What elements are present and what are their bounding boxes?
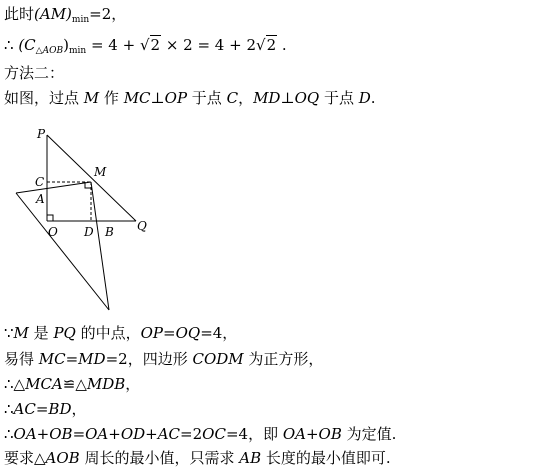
t-b: 作 — [99, 89, 124, 107]
label-a: A — [36, 192, 45, 206]
t-md: MD — [253, 89, 281, 107]
sqrt-value: 2 — [150, 36, 161, 54]
line-minimum-am — [4, 4, 126, 30]
p1-m: M — [13, 324, 29, 342]
c-sub-min: min — [68, 46, 87, 56]
expr-am: (AM) — [34, 5, 72, 23]
p2-b: =2，四边形 — [105, 350, 193, 368]
p6-aob: AOB — [45, 449, 80, 467]
eq-part-b: × 2 = 4 + 2 — [161, 36, 256, 54]
p1-eq: OP=OQ — [140, 324, 201, 342]
method-two-heading: 方法二： — [4, 64, 65, 82]
t-c-text: 于点 — [187, 89, 227, 107]
p1-pq: PQ — [53, 324, 76, 342]
sub-triangle: △ — [35, 46, 43, 56]
label-p: P — [37, 127, 46, 141]
label-b: B — [105, 225, 114, 239]
text-suffix: =2， — [89, 5, 127, 23]
text-prefix: 此时 — [4, 5, 35, 23]
geometry-figure — [10, 120, 170, 325]
p1-val: =4， — [200, 324, 238, 342]
t-point-c: C — [226, 89, 239, 107]
p3-t1: MCA — [25, 375, 63, 393]
perp-symbol-1: ⊥ — [150, 89, 165, 107]
p5-eq2: =2 — [180, 425, 203, 443]
therefore-symbol: ∴ — [4, 36, 14, 54]
proof-line-3 — [4, 374, 140, 394]
sub-aob: AOB — [42, 46, 64, 56]
t-mc: MC — [123, 89, 151, 107]
line-through-m-a — [16, 182, 91, 193]
sqrt-symbol: √ — [139, 36, 150, 54]
t-period: . — [370, 89, 376, 107]
p5-end: 为定值. — [341, 425, 397, 443]
p1-mid: 的中点， — [75, 324, 141, 342]
expr-sub-min: min — [71, 15, 90, 25]
t-point-d: D — [358, 89, 371, 107]
c-subscript — [36, 46, 63, 56]
c-close: ) — [63, 36, 69, 54]
p3-therefore: ∴△ — [4, 375, 26, 393]
sqrt-value-b: 2 — [266, 36, 277, 54]
t-a: 如图，过点 — [4, 89, 84, 107]
period: . — [277, 36, 287, 54]
p1-is: 是 — [28, 324, 54, 342]
p2-c: 为正方形， — [243, 350, 324, 368]
p2-a: 易得 — [4, 350, 39, 368]
p5-eq1: OA+OB=OA+OD+AC — [13, 425, 181, 443]
label-o: O — [48, 225, 58, 239]
c-open: (C — [18, 36, 36, 54]
because-symbol: ∵ — [4, 324, 14, 342]
p6-ab: AB — [239, 449, 262, 467]
p5-oc: OC — [202, 425, 226, 443]
proof-line-6 — [4, 448, 391, 468]
t-e-text: 于点 — [319, 89, 359, 107]
p4-therefore: ∴ — [4, 400, 14, 418]
perp-symbol-2: ⊥ — [280, 89, 295, 107]
proof-line-4 — [4, 399, 87, 419]
p2-eq: MC=MD — [38, 350, 106, 368]
p6-b: 周长的最小值，只需求 — [79, 449, 240, 467]
t-op: OP — [164, 89, 188, 107]
p2-codm: CODM — [192, 350, 244, 368]
p3-end: ， — [125, 375, 141, 393]
p6-a: 要求△ — [4, 449, 46, 467]
proof-line-5 — [4, 424, 396, 444]
line-perimeter-min — [4, 35, 287, 61]
p4-end: ， — [71, 400, 87, 418]
p5-eq3: =4，即 — [225, 425, 283, 443]
p3-cong: ≌△ — [62, 375, 87, 393]
construction-description — [4, 88, 376, 108]
label-m: M — [94, 165, 107, 179]
sqrt-symbol-b: √ — [256, 36, 266, 54]
t-m: M — [83, 89, 100, 107]
proof-line-1 — [4, 323, 237, 343]
p3-t2: MDB — [86, 375, 126, 393]
t-oq: OQ — [294, 89, 320, 107]
p6-c: 长度的最小值即可. — [261, 449, 391, 467]
label-d: D — [84, 225, 94, 239]
eq-part-a: = 4 + — [86, 36, 140, 54]
label-c: C — [35, 175, 45, 189]
p5-sum: OA+OB — [282, 425, 342, 443]
right-angle-o — [47, 215, 53, 221]
t-comma: ， — [238, 89, 254, 107]
p5-therefore: ∴ — [4, 425, 14, 443]
p4-eq: AC=BD — [13, 400, 72, 418]
proof-line-2 — [4, 349, 323, 369]
label-q: Q — [137, 219, 147, 233]
